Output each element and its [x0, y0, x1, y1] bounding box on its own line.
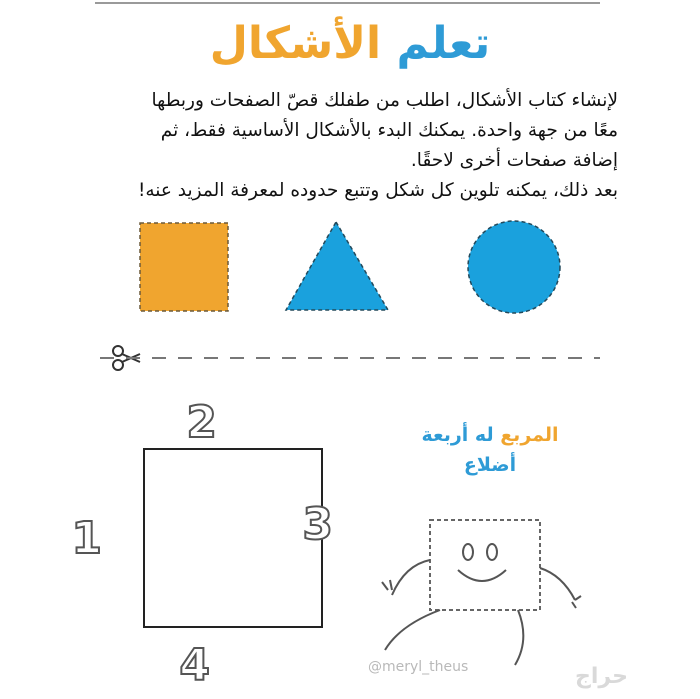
blue-triangle	[286, 222, 388, 310]
caption-word-sides: أضلاع	[463, 454, 517, 476]
title-word-shapes: الأشكال	[209, 18, 382, 69]
square-caption	[390, 420, 590, 480]
side-number-2: 2	[186, 397, 217, 448]
title-word-learn: تعلم	[396, 18, 491, 69]
instruction-line: معًا من جهة واحدة. يمكنك البدء بالأشكال الأساسية فقط، ثم	[160, 120, 618, 141]
instruction-line: إضافة صفحات أخرى لاحقًا.	[410, 150, 618, 171]
side-number-1: 1	[71, 513, 102, 564]
side-number-3: 3	[302, 499, 333, 550]
instruction-line: بعد ذلك، يمكنه تلوين كل شكل وتتبع حدوده لمعرفة المزيد عنه!	[137, 180, 618, 201]
site-logo: حراج	[575, 664, 628, 689]
caption-word-square: المربع	[500, 424, 559, 446]
blue-circle	[468, 221, 560, 313]
instruction-line: لإنشاء كتاب الأشكال، اطلب من طفلك قصّ الصفحات وربطها	[151, 90, 618, 111]
square-character-icon	[382, 520, 581, 665]
caption-word-has-four: له أربعة	[421, 424, 494, 446]
watermark: @meryl_theus	[368, 659, 469, 675]
side-number-4: 4	[179, 640, 210, 691]
orange-square	[140, 223, 228, 311]
trace-square	[144, 449, 322, 627]
